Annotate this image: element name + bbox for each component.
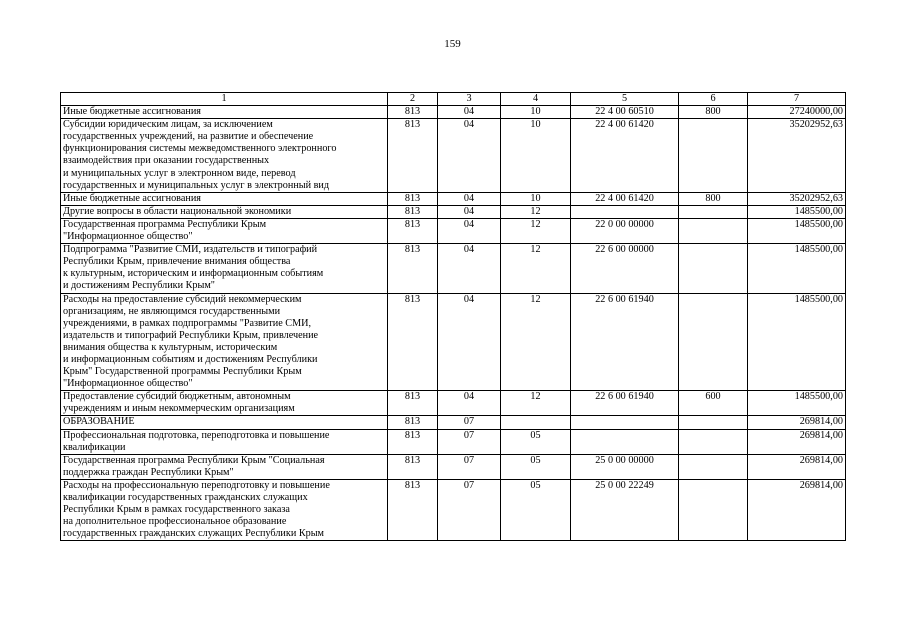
row-name-line: квалификации [63,441,126,453]
row-name-line: и муниципальных услуг в электронном виде, перевод [63,167,296,179]
row-c4-cell: 12 [501,391,571,416]
row-c3-cell: 07 [438,416,501,429]
row-c7-cell: 269814,00 [748,479,846,540]
row-c4-cell: 05 [501,454,571,479]
row-name-cell [61,479,388,540]
table-row [61,416,846,429]
row-c5-cell: 25 0 00 22249 [571,479,679,540]
table-row [61,106,846,119]
row-c3-cell: 04 [438,391,501,416]
row-c5-cell: 22 4 00 60510 [571,106,679,119]
row-name-line: "Информационное общество" [63,378,193,390]
table-row [61,429,846,454]
row-name-line: Расходы на предоставление субсидий некоммерческим [63,293,302,305]
row-name-cell [61,205,388,218]
row-name-line: "Информационное общество" [63,231,193,243]
table-row [61,479,846,540]
row-c2-cell: 813 [388,119,438,193]
row-name-line: Другие вопросы в области национальной экономики [63,205,292,217]
row-name-line: Государственная программа Республики Крым "Социальная [63,454,325,466]
row-c3-cell: 04 [438,218,501,243]
table-row [61,192,846,205]
row-c6-cell [679,454,748,479]
row-c7-cell: 35202952,63 [748,192,846,205]
row-c7-cell: 269814,00 [748,416,846,429]
row-c4-cell: 05 [501,479,571,540]
row-c4-cell: 12 [501,218,571,243]
header-cell: 2 [388,93,438,106]
table-row [61,391,846,416]
row-name-line: учреждениям и иным некоммерческим организациям [63,403,295,415]
row-name-line: внимания общества к культурным, историческим [63,341,278,353]
row-c3-cell: 07 [438,479,501,540]
row-c5-cell [571,205,679,218]
page-number: 159 [444,38,461,50]
row-c4-cell: 12 [501,205,571,218]
row-c2-cell: 813 [388,218,438,243]
row-c6-cell [679,244,748,293]
row-c6-cell: 800 [679,106,748,119]
row-name-cell [61,106,388,119]
row-name-line: государственных гражданских служащих Республики Крым [63,528,324,540]
row-c4-cell [501,416,571,429]
row-c4-cell: 12 [501,244,571,293]
row-c4-cell: 10 [501,192,571,205]
table-header-row [61,93,846,106]
row-c7-cell: 1485500,00 [748,293,846,391]
row-name-cell [61,218,388,243]
row-c3-cell: 04 [438,119,501,193]
row-name-line: Расходы на профессиональную переподготовку и повышение [63,479,330,491]
row-c2-cell: 813 [388,192,438,205]
header-cell: 7 [748,93,846,106]
row-name-line: на дополнительное профессиональное образование [63,516,287,528]
row-name-line: Иные бюджетные ассигнования [63,192,201,204]
row-name-line: учреждениями, в рамках подпрограммы "Развитие СМИ, [63,317,312,329]
row-c5-cell [571,416,679,429]
row-c3-cell: 07 [438,429,501,454]
header-cell: 1 [61,93,388,106]
row-c5-cell: 25 0 00 00000 [571,454,679,479]
row-c6-cell [679,479,748,540]
row-name-line: и достижениям Республики Крым" [63,280,215,292]
row-name-line: к культурным, историческим и информационным событиям [63,268,324,280]
row-c3-cell: 04 [438,106,501,119]
row-name-cell [61,391,388,416]
row-c4-cell: 05 [501,429,571,454]
row-name-cell [61,293,388,391]
row-c6-cell [679,205,748,218]
row-name-cell [61,244,388,293]
row-name-line: функционирования системы межведомственного электронного [63,143,337,155]
row-c5-cell: 22 6 00 61940 [571,391,679,416]
table-row [61,205,846,218]
row-c5-cell: 22 6 00 00000 [571,244,679,293]
row-c6-cell: 800 [679,192,748,205]
row-c7-cell: 1485500,00 [748,244,846,293]
row-name-line: государственных и муниципальных услуг в электронный вид [63,179,330,191]
row-name-line: Профессиональная подготовка, переподготовка и повышение [63,429,330,441]
row-name-line: поддержка граждан Республики Крым" [63,466,234,478]
row-c5-cell: 22 4 00 61420 [571,119,679,193]
row-name-line: ОБРАЗОВАНИЕ [63,416,135,428]
row-c3-cell: 04 [438,205,501,218]
row-name-line: Предоставление субсидий бюджетным, автономным [63,391,291,403]
header-cell: 3 [438,93,501,106]
row-name-line: Крым" Государственной программы Республики Крым [63,366,302,378]
row-c5-cell: 22 0 00 00000 [571,218,679,243]
row-c4-cell: 12 [501,293,571,391]
row-name-line: Республики Крым в рамках государственного заказа [63,504,290,516]
row-c2-cell: 813 [388,416,438,429]
table-row [61,293,846,391]
row-c7-cell: 1485500,00 [748,391,846,416]
row-c6-cell: 600 [679,391,748,416]
row-name-cell [61,119,388,193]
row-c6-cell [679,429,748,454]
row-c2-cell: 813 [388,454,438,479]
row-c7-cell: 269814,00 [748,429,846,454]
row-c7-cell: 27240000,00 [748,106,846,119]
row-c5-cell: 22 4 00 61420 [571,192,679,205]
row-name-line: взаимодействия при оказании государственных [63,155,270,167]
row-c4-cell: 10 [501,119,571,193]
row-c3-cell: 04 [438,244,501,293]
row-c6-cell [679,293,748,391]
row-c7-cell: 35202952,63 [748,119,846,193]
row-c2-cell: 813 [388,479,438,540]
row-name-line: государственных учреждений, на развитие и обеспечение [63,131,314,143]
row-c6-cell [679,416,748,429]
budget-table [60,92,846,541]
row-c5-cell: 22 6 00 61940 [571,293,679,391]
row-c2-cell: 813 [388,429,438,454]
row-c7-cell: 1485500,00 [748,218,846,243]
table-row [61,244,846,293]
table-row [61,119,846,193]
row-name-cell [61,192,388,205]
row-name-line: квалификации государственных гражданских служащих [63,492,308,503]
row-c2-cell: 813 [388,244,438,293]
row-c6-cell [679,218,748,243]
row-c6-cell [679,119,748,193]
row-name-line: Государственная программа Республики Крым [63,218,267,230]
row-c2-cell: 813 [388,106,438,119]
row-c5-cell [571,429,679,454]
row-c4-cell: 10 [501,106,571,119]
row-c3-cell: 07 [438,454,501,479]
row-c3-cell: 04 [438,192,501,205]
row-name-line: Республики Крым, привлечение внимания общества [63,256,291,268]
row-name-line: организациям, не являющимся государственными [63,305,281,317]
row-name-line: Подпрограмма "Развитие СМИ, издательств и типографий [63,244,318,256]
row-name-line: издательств и типографий Республики Крым, привлечение [63,329,319,341]
row-c7-cell: 269814,00 [748,454,846,479]
header-cell: 4 [501,93,571,106]
row-name-cell [61,429,388,454]
row-c3-cell: 04 [438,293,501,391]
row-c2-cell: 813 [388,391,438,416]
row-name-line: Иные бюджетные ассигнования [63,106,201,118]
row-c2-cell: 813 [388,293,438,391]
row-c7-cell: 1485500,00 [748,205,846,218]
table-row [61,218,846,243]
row-c2-cell: 813 [388,205,438,218]
table-row [61,454,846,479]
row-name-line: Субсидии юридическим лицам, за исключением [63,119,273,131]
row-name-cell [61,416,388,429]
row-name-line: и информационным событиям и достижениям Республики [63,353,318,365]
row-name-cell [61,454,388,479]
header-cell: 6 [679,93,748,106]
header-cell: 5 [571,93,679,106]
